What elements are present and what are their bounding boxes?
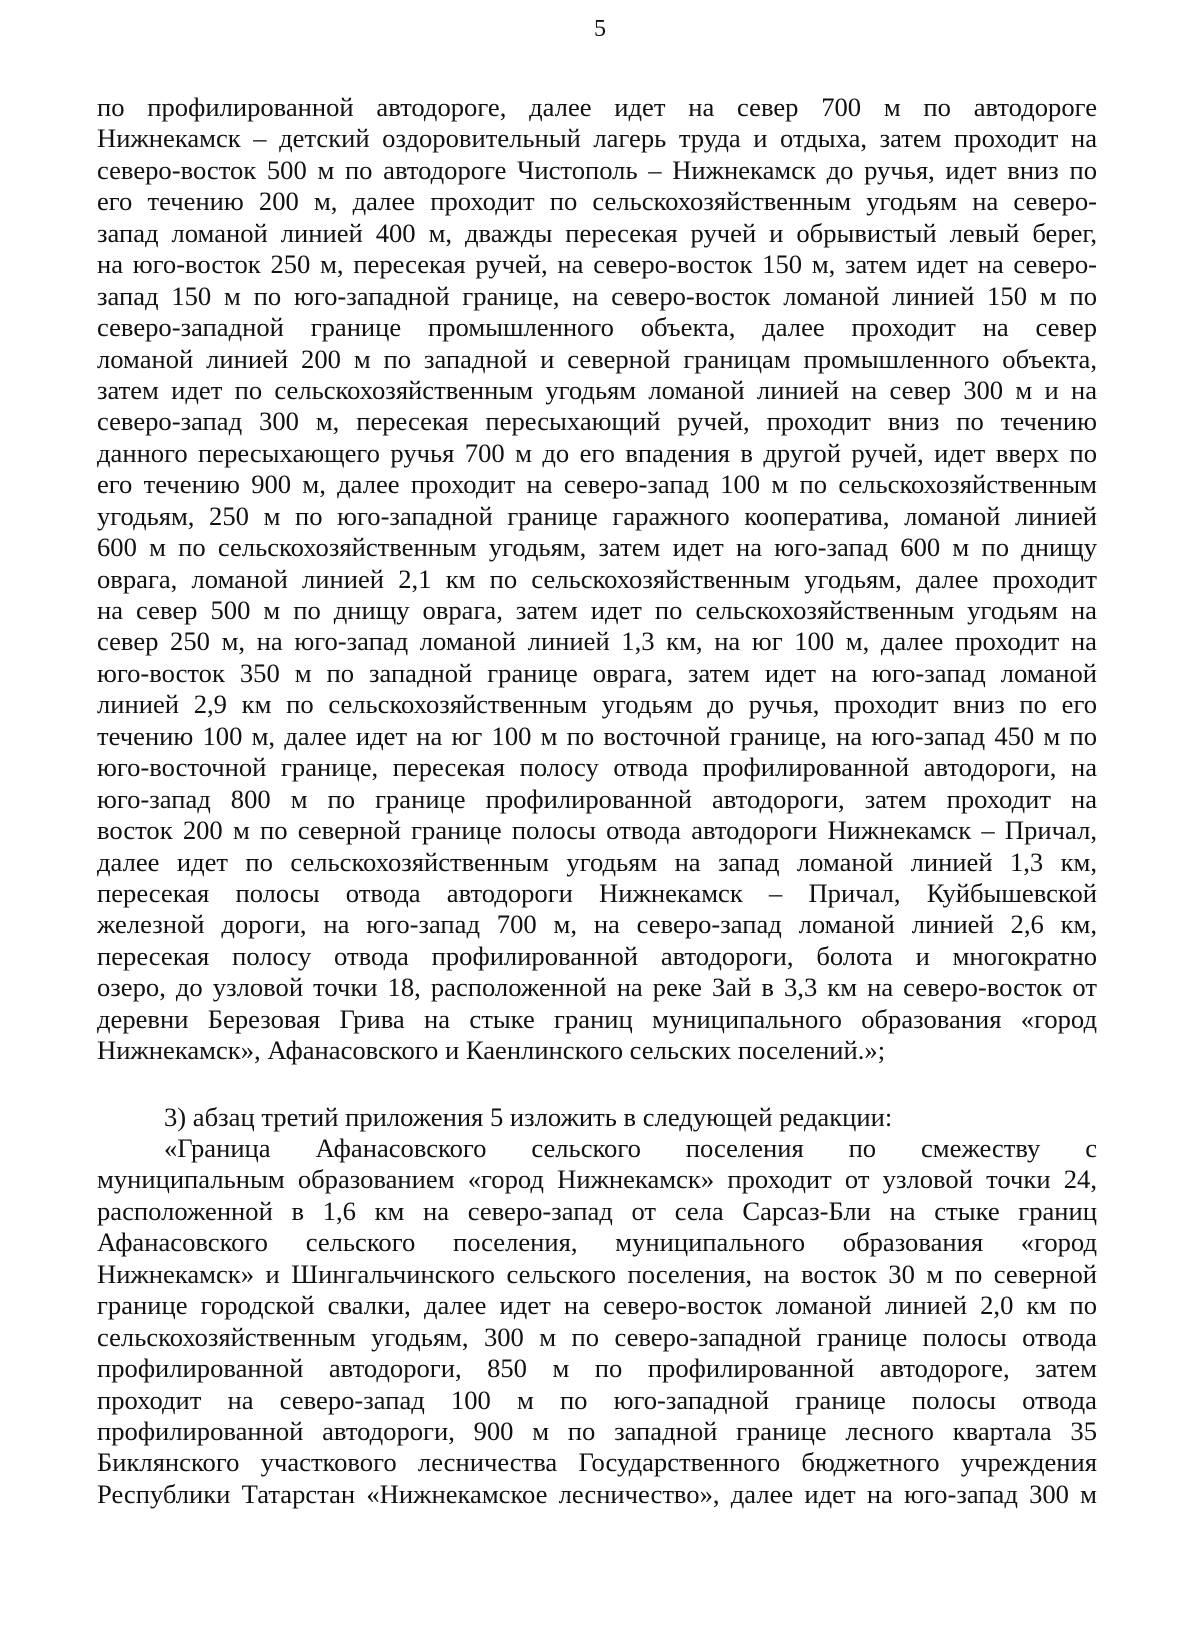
- text-line: юго-восточной границе, пересекая полосу отвода профилированной автодороги, на: [97, 752, 1097, 783]
- text-line: восток 200 м по северной границе полосы отвода автодороги Нижнекамск – Причал,: [97, 815, 1097, 846]
- text-line: Республики Татарстан «Нижнекамское лесничество», далее идет на юго-запад 300 м: [97, 1478, 1097, 1509]
- text-line: 600 м по сельскохозяйственным угодьям, затем идет на юго-запад 600 м по днищу: [97, 532, 1097, 563]
- text-line: север 250 м, на юго-запад ломаной линией 1,3 км, на юг 100 м, далее проходит на: [97, 626, 1097, 657]
- text-line: его течению 200 м, далее проходит по сельскохозяйственным угодьям на северо-: [97, 186, 1097, 217]
- text-line: на юго-восток 250 м, пересекая ручей, на северо-восток 150 м, затем идет на северо-: [97, 249, 1097, 280]
- document-body: [97, 92, 1097, 1510]
- text-line: пересекая полосу отвода профилированной автодороги, болота и многократно: [97, 940, 1097, 971]
- text-line: ломаной линией 200 м по западной и северной границам промышленного объекта,: [97, 343, 1097, 374]
- text-line: Нижнекамск – детский оздоровительный лагерь труда и отдыха, затем проходит на: [97, 123, 1097, 154]
- text-line: сельскохозяйственным угодьям, 300 м по северо-западной границе полосы отвода: [97, 1321, 1097, 1352]
- text-line: его течению 900 м, далее проходит на северо-запад 100 м по сельскохозяйственным: [97, 469, 1097, 500]
- text-line: по профилированной автодороге, далее идет на север 700 м по автодороге: [97, 92, 1097, 122]
- text-line: Нижнекамск» и Шингальчинского сельского поселения, на восток 30 м по северной: [97, 1258, 1097, 1289]
- list-item-3: 3) абзац третий приложения 5 изложить в следующей редакции:: [164, 1101, 893, 1132]
- text-line: оврага, ломаной линией 2,1 км по сельскохозяйственным угодьям, далее проходит: [97, 563, 1097, 594]
- text-line: расположенной в 1,6 км на северо-запад от села Сарсаз-Бли на стыке границ: [97, 1195, 1097, 1226]
- text-line: запад ломаной линией 400 м, дважды пересекая ручей и обрывистый левый берег,: [97, 217, 1097, 248]
- text-line: данного пересыхающего ручья 700 м до его впадения в другой ручей, идет вверх по: [97, 437, 1097, 468]
- text-line: далее идет по сельскохозяйственным угодьям на запад ломаной линией 1,3 км,: [97, 846, 1097, 877]
- text-line: профилированной автодороги, 850 м по профилированной автодороге, затем: [97, 1353, 1097, 1384]
- text-line: Биклянского участкового лесничества Государственного бюджетного учреждения: [97, 1447, 1097, 1478]
- text-line: угодьям, 250 м по юго-западной границе гаражного кооператива, ломаной линией: [97, 500, 1097, 531]
- text-line: железной дороги, на юго-запад 700 м, на северо-запад ломаной линией 2,6 км,: [97, 909, 1097, 940]
- text-line: линией 2,9 км по сельскохозяйственным угодьям до ручья, проходит вниз по его: [97, 689, 1097, 720]
- text-line: запад 150 м по юго-западной границе, на северо-восток ломаной линией 150 м по: [97, 280, 1097, 311]
- text-line: Афанасовского сельского поселения, муниципального образования «город: [97, 1227, 1097, 1258]
- page-number: 5: [594, 16, 606, 42]
- text-line: затем идет по сельскохозяйственным угодьям ломаной линией на север 300 м и на: [97, 374, 1097, 405]
- text-line: муниципальным образованием «город Нижнекамск» проходит от узловой точки 24,: [97, 1164, 1097, 1195]
- text-line: юго-восток 350 м по западной границе оврага, затем идет на юго-запад ломаной: [97, 657, 1097, 688]
- text-line: юго-запад 800 м по границе профилированной автодороги, затем проходит на: [97, 783, 1097, 814]
- text-line: проходит на северо-запад 100 м по юго-западной границе полосы отвода: [97, 1384, 1097, 1415]
- text-line: профилированной автодороги, 900 м по западной границе лесного квартала 35: [97, 1415, 1097, 1446]
- text-line: деревни Березовая Грива на стыке границ муниципального образования «город: [97, 1003, 1097, 1034]
- paragraph-gap: [97, 1067, 1097, 1102]
- paragraph-boundary-description: [97, 92, 1097, 1067]
- text-line: границе городской свалки, далее идет на северо-восток ломаной линией 2,0 км по: [97, 1290, 1097, 1321]
- text-line: озеро, до узловой точки 18, расположенной на реке Зай в 3,3 км на северо-восток от: [97, 972, 1097, 1003]
- text-line: «Граница Афанасовского сельского поселения по смежеству с: [164, 1133, 1097, 1163]
- paragraph-afanasovo-boundary: [97, 1133, 1097, 1510]
- text-line: пересекая полосы отвода автодороги Нижнекамск – Причал, Куйбышевской: [97, 877, 1097, 908]
- text-line: течению 100 м, далее идет на юг 100 м по восточной границе, на юго-запад 450 м по: [97, 720, 1097, 751]
- text-line: северо-западной границе промышленного объекта, далее проходит на север: [97, 312, 1097, 343]
- text-line: северо-запад 300 м, пересекая пересыхающий ручей, проходит вниз по течению: [97, 406, 1097, 437]
- text-line: северо-восток 500 м по автодороге Чистополь – Нижнекамск до ручья, идет вниз по: [97, 154, 1097, 185]
- text-line: Нижнекамск», Афанасовского и Каенлинского сельских поселений.»;: [97, 1035, 886, 1066]
- text-line: на север 500 м по днищу оврага, затем идет по сельскохозяйственным угодьям на: [97, 595, 1097, 625]
